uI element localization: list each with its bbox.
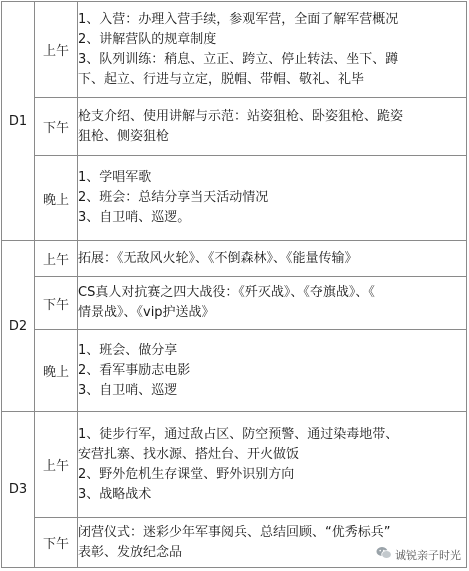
- activity-line: 3、队列训练：稍息、立正、跨立、停止转法、坐下、蹲: [78, 51, 399, 67]
- period-label: 上午: [35, 2, 78, 98]
- schedule-table: [1, 1, 467, 568]
- activity-line: 1、学唱军歌: [78, 170, 152, 185]
- table-row: [2, 156, 467, 241]
- period-label: 下午: [35, 98, 78, 156]
- wechat-icon: [376, 546, 395, 563]
- period-label: 上午: [35, 412, 78, 518]
- activity-line: 2、讲解营队的规章制度: [78, 31, 217, 47]
- activity-line: 3、自卫哨、巡逻。: [78, 210, 191, 225]
- table-row: [2, 277, 467, 330]
- activity-cell: [78, 2, 467, 98]
- watermark-text: 诚锐亲子时光: [395, 548, 461, 562]
- watermark: [374, 546, 463, 563]
- activity-line: 1、班会、做分享: [78, 342, 178, 358]
- table-row: [2, 241, 467, 277]
- activity-line: 情景战》、《vip护送战》: [78, 305, 215, 320]
- activity-line: 下、起立、行进与立定，脱帽、带帽、敬礼、礼毕: [78, 71, 365, 87]
- period-label: 晚上: [35, 156, 78, 241]
- activity-line: 拓展：《无敌风火轮》、《不倒森林》、《能量传输》: [78, 250, 358, 266]
- activity-line: 2、看军事励志电影: [78, 362, 191, 378]
- activity-cell: [78, 156, 467, 241]
- activity-line: 狙枪、侧姿狙枪: [78, 128, 170, 144]
- day-label: D1: [2, 2, 35, 241]
- activity-line: 枪支介绍、使用讲解与示范：站姿狙枪、卧姿狙枪、跪姿: [78, 108, 404, 124]
- period-label: 下午: [35, 518, 78, 568]
- activity-line: 1、入营：办理入营手续，参观军营，全面了解军营概况: [78, 11, 399, 27]
- day-label: D3: [2, 412, 35, 568]
- activity-line: 表彰、发放纪念品: [78, 544, 183, 560]
- activity-cell: [78, 98, 467, 156]
- activity-cell: [78, 412, 467, 518]
- table-row: [2, 98, 467, 156]
- activity-cell: [78, 330, 467, 412]
- day-label: D2: [2, 241, 35, 412]
- activity-line: 2、野外危机生存课堂、野外识别方向: [78, 466, 295, 482]
- period-label: 晚上: [35, 330, 78, 412]
- activity-line: 2、班会：总结分享当天活动情况: [78, 190, 269, 205]
- activity-cell: [78, 241, 467, 277]
- activity-cell: [78, 277, 467, 330]
- activity-line: 闭营仪式：迷彩少年军事阅兵、总结回顾、“优秀标兵”: [78, 524, 391, 540]
- activity-line: 3、自卫哨、巡逻: [78, 382, 178, 398]
- activity-line: 1、徒步行军，通过敌占区、防空预警、通过染毒地带、: [78, 426, 399, 442]
- activity-line: 3、战略战术: [78, 486, 152, 502]
- table-row: [2, 2, 467, 98]
- activity-line: CS真人对抗赛之四大战役：《歼灭战》、《夺旗战》、《: [78, 285, 375, 300]
- period-label: 上午: [35, 241, 78, 277]
- table-row: [2, 412, 467, 518]
- table-row: [2, 330, 467, 412]
- period-label: 下午: [35, 277, 78, 330]
- activity-line: 安营扎寨、找水源、搭灶台、开火做饭: [78, 446, 300, 462]
